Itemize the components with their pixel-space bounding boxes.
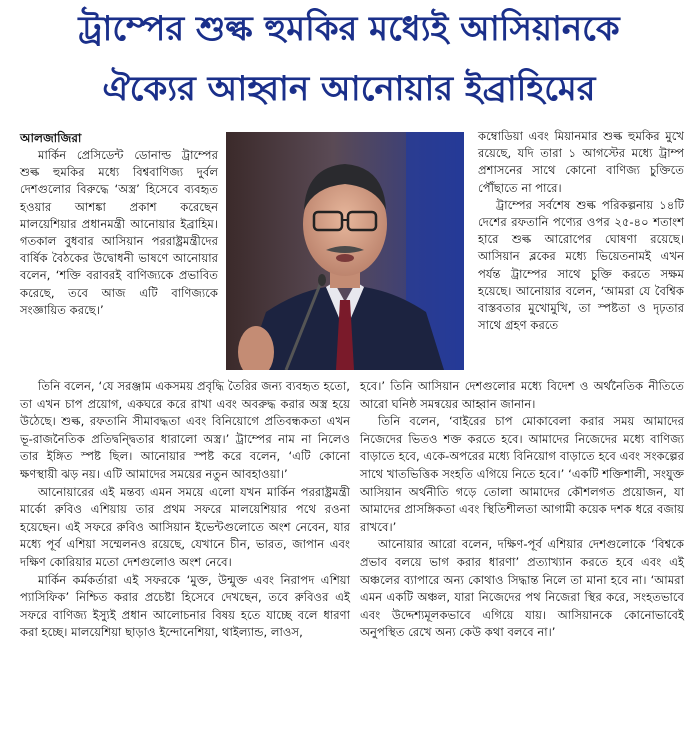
paragraph: মার্কিন কর্মকর্তারা এই সফরকে ‘মুক্ত, উন্মুক্ত এবং নিরাপদ এশিয়া প্যাসিফিক’ নিশ্চিত করার প্রচেষ্টা হিসেবে দেখছেন, তবে রুবিওর এই সফরে বাণিজ্য ইস্যুই প্রধান আলোচনার বিষয় হতে যাচ্ছে বলে ধারণা করা হচ্ছে। মালয়েশিয়া ছাড়াও ইন্দোনেশিয়া, থাইল্যান্ড, লাওস,	[20, 572, 350, 640]
column-left-top	[20, 130, 218, 319]
paragraph: মার্কিন প্রেসিডেন্ট ডোনাল্ড ট্রাম্পের শুল্ক হুমকির মধ্যে বিশ্ববাণিজ্য দুর্বল দেশগুলোর বিরুদ্ধে ‘অস্ত্র’ হিসেবে ব্যবহৃত হওয়ার আশঙ্কা প্রকাশ করেছেন মালয়েশিয়ার প্রধানমন্ত্রী আনোয়ার ইব্রাহিম। গতকাল বুধবার আসিয়ান পররাষ্ট্রমন্ত্রীদের বার্ষিক বৈঠকের উদ্বোধনী ভাষণে আনোয়ার বলেন, ‘শক্তি বরাবরই বাণিজ্যকে প্রভাবিত করেছে, তবে আজ এটি বাণিজ্যকে সংজ্ঞায়িত করছে।’	[20, 148, 218, 317]
column-left-bottom	[20, 378, 350, 642]
paragraph: আনোয়ার আরো বলেন, দক্ষিণ-পূর্ব এশিয়ার দেশগুলোকে ‘বিশ্বকে প্রভাব বলয়ে ভাগ করার ধারণা’ প্রত্যাখ্যান করতে হবে এবং এই অঞ্চলের ব্যাপারে অন্য কোথাও সিদ্ধান্ত নিলে তা মানা হবে না। ‘আমরা এমন একটি অঞ্চল, যারা নিজেদের পথ নিজেরা স্থির করে, সংহতভাবে এবং উদ্দেশ্যমূলকভাবে এগিয়ে যায়। আসিয়ানকে কোনোভাবেই অনুপস্থিত রেখে অন্য কেউ কথা বলবে না।’	[360, 537, 684, 640]
paragraph: তিনি বলেন, ‘বাইরের চাপ মোকাবেলা করার সময় আমাদের নিজেদের ভিতও শক্ত করতে হবে। আমাদের নিজেদের মধ্যে বাণিজ্য বাড়াতে হবে, একে-অপরের মধ্যে বিনিয়োগ বাড়াতে হবে এবং সংকল্পের সাথে খাতভিত্তিক সংহতি এগিয়ে নিতে হবে।’ ‘একটি শক্তিশালী, সংযুক্ত আসিয়ান অর্থনীতি গড়ে তোলা আমাদের কৌশলগত প্রয়োজন, যা আমাদের প্রাসঙ্গিকতা এবং স্থিতিশীলতা আগামী কয়েক দশক ধরে বজায় রাখবে।’	[360, 414, 684, 534]
article-photo	[226, 132, 464, 370]
paragraph: কম্বোডিয়া এবং মিয়ানমার শুল্ক হুমকির মুখে রয়েছে, যদি তারা ১ আগস্টের মধ্যে ট্রাম্প প্রশাসনের সাথে কোনো বাণিজ্য চুক্তিতে পৌঁছাতে না পারে।	[478, 129, 684, 195]
column-right-bottom	[360, 378, 684, 642]
paragraph: আনোয়ারের এই মন্তব্য এমন সময়ে এলো যখন মার্কিন পররাষ্ট্রমন্ত্রী মার্কো রুবিও এশিয়ায় তার প্রথম সফরে মালয়েশিয়ার পথে রওনা হয়েছেন। এই সফরে রুবিও আসিয়ান ইভেন্টগুলোতে অংশ নেবেন, যার মধ্যে পূর্ব এশিয়া সম্মেলনও রয়েছে, যেখানে চীন, ভারত, জাপান এবং দক্ষিণ কোরিয়ার মতো দেশগুলোও অংশ নেবে।	[20, 484, 350, 569]
paragraph: হবে।’ তিনি আসিয়ান দেশগুলোর মধ্যে বিদেশ ও অর্থনৈতিক নীতিতে আরো ঘনিষ্ঠ সমন্বয়ের আহ্বান জানান।	[360, 379, 684, 411]
headline-line-2: ঐক্যের আহ্বান আনোয়ার ইব্রাহিমের	[102, 69, 596, 109]
headline-line-1: ট্রাম্পের শুল্ক হুমকির মধ্যেই আসিয়ানকে	[78, 9, 620, 49]
column-right-top	[478, 128, 684, 334]
portrait-photo	[226, 132, 464, 370]
byline: আলজাজিরা	[20, 131, 82, 145]
paragraph: ট্রাম্পের সর্বশেষ শুল্ক পরিকল্পনায় ১৪টি দেশের রফতানি পণ্যের ওপর ২৫-৪০ শতাংশ হারে শুল্ক আরোপের ঘোষণা রয়েছে। আসিয়ান ব্লকের মধ্যে ভিয়েতনামই এখন পর্যন্ত ট্রাম্পের সাথে চুক্তি করতে সক্ষম হয়েছে। আনোয়ার বলেন, ‘আমরা যে বৈশ্বিক বাস্তবতার মুখোমুখি, তা স্পষ্টতা ও দৃঢ়তার সাথে গ্রহণ করতে	[478, 197, 684, 333]
paragraph: তিনি বলেন, ‘যে সরঞ্জাম একসময় প্রবৃদ্ধি তৈরির জন্য ব্যবহৃত হতো, তা এখন চাপ প্রয়োগ, একঘরে করে রাখা এবং অবরুদ্ধ করার অস্ত্র হয়ে উঠেছে। শুল্ক, রফতানি সীমাবদ্ধতা এবং বিনিয়োগে প্রতিবন্ধকতা এখন ভূ-রাজনৈতিক প্রতিদ্বন্দ্বিতার ধারালো অস্ত্র।’ ট্রাম্পের নাম না নিলেও তার ইঙ্গিত স্পষ্ট ছিল। আনোয়ার স্পষ্ট করে বলেন, ‘এটি কোনো ক্ষণস্থায়ী ঝড় নয়। এটি আমাদের সময়ের নতুন আবহাওয়া।’	[20, 379, 350, 481]
